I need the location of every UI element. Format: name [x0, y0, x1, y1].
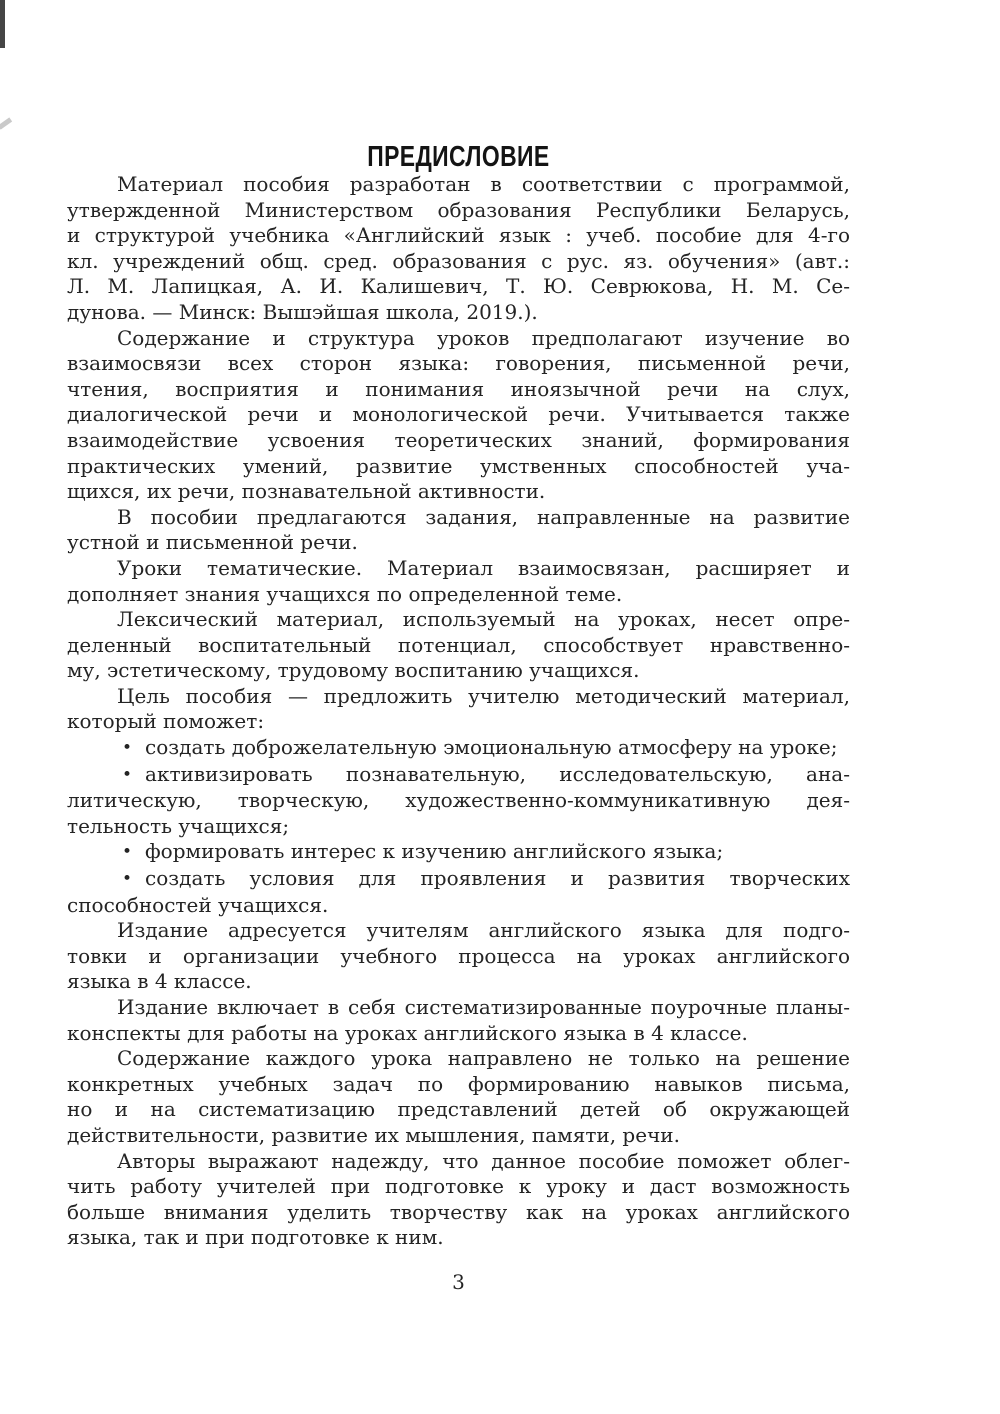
text-line: щихся, их речи, познавательной активности.: [67, 479, 546, 504]
text-line: который поможет:: [67, 709, 265, 734]
page-title: [67, 141, 850, 173]
text-line: конспекты для работы на уроках английского языка в 4 классе.: [67, 1020, 748, 1045]
text-line: Материал пособия разработан в соответствии с программой,: [117, 172, 850, 196]
text-line: языка, так и при подготовке к ним.: [67, 1225, 444, 1250]
text-line: кл. учреждений общ. сред. образования с рус. яз. обучения» (авт.:: [67, 248, 850, 273]
text-line: литическую, творческую, художественно-коммуникативную дея-: [67, 788, 850, 813]
page-number: 3: [452, 1270, 465, 1294]
bullet-icon: •: [122, 738, 133, 759]
text-line: диалогической речи и монологической речи. Учитывается также: [67, 402, 850, 427]
bullet-icon: •: [122, 842, 133, 863]
text-line: чить работу учителей при подготовке к уроку и даст возможность: [67, 1174, 850, 1199]
text-line: больше внимания уделить творчеству как на уроках английского: [67, 1199, 850, 1224]
text-line: Авторы выражают надежду, что данное пособие поможет облег-: [117, 1148, 850, 1173]
paragraph: [67, 1046, 850, 1148]
text-line: Издание включает в себя систематизированные поурочные планы-: [117, 995, 850, 1019]
text-line: [67, 839, 850, 866]
page-title-text: ПРЕДИСЛОВИЕ: [367, 141, 550, 174]
bullet-icon: •: [122, 869, 133, 890]
text-line: Издание адресуется учителям английского языка для подго-: [117, 918, 850, 943]
paragraph: [67, 1149, 850, 1251]
text-line: взаимосвязи всех сторон языка: говорения, письменной речи,: [67, 351, 850, 376]
paragraph: [67, 556, 850, 607]
scan-artifact-speck: [0, 117, 12, 129]
text-line: [67, 735, 850, 762]
bullet-item: [67, 866, 850, 918]
text-line: практических умений, развитие умственных способностей уча-: [67, 453, 850, 478]
text-line: В пособии предлагаются задания, направленные на развитие: [117, 504, 850, 529]
bullet-icon: •: [122, 764, 133, 785]
paragraph: [67, 607, 850, 684]
paragraph: [67, 995, 850, 1046]
paragraph: [67, 505, 850, 556]
text-line: конкретных учебных задач по формированию навыков письма,: [67, 1071, 850, 1096]
bullet-text: создать условия для проявления и развития творческих: [145, 866, 850, 891]
text-line: действительности, развитие их мышления, памяти, речи.: [67, 1122, 680, 1147]
text-line: товки и организации учебного процесса на уроках английского: [67, 943, 850, 968]
text-line: [67, 866, 850, 893]
text-line: Уроки тематические. Материал взаимосвязан, расширяет и: [117, 555, 850, 580]
scan-artifact-bar: [0, 0, 5, 48]
text-line: деленный воспитательный потенциал, способствует нравственно-: [67, 632, 850, 657]
bullet-item: [67, 735, 850, 762]
text-line: способностей учащихся.: [67, 892, 329, 917]
paragraph: [67, 172, 850, 326]
text-line: Содержание каждого урока направлено не только на решение: [117, 1046, 850, 1071]
text-line: Содержание и структура уроков предполагают изучение во: [117, 325, 850, 350]
text-line: тельность учащихся;: [67, 813, 290, 838]
text-line: [67, 762, 850, 789]
text-line: взаимодействие усвоения теоретических знаний, формирования: [67, 427, 850, 452]
bullet-text: формировать интерес к изучению английского языка;: [145, 839, 724, 864]
text-line: Л. М. Лапицкая, А. И. Калишевич, Т. Ю. Севрюкова, Н. М. Се-: [67, 274, 850, 299]
text-line: утвержденной Министерством образования Республики Беларусь,: [67, 197, 850, 222]
text-line: но и на систематизацию представлений детей об окружающей: [67, 1097, 850, 1122]
text-line: Цель пособия — предложить учителю методический материал,: [117, 683, 850, 708]
bullet-text: создать доброжелательную эмоциональную атмосферу на уроке;: [145, 735, 838, 760]
text-line: устной и письменной речи.: [67, 530, 358, 555]
text-line: дунова. — Минск: Вышэйшая школа, 2019.).: [67, 299, 538, 324]
paragraph: [67, 684, 850, 735]
bullet-text: активизировать познавательную, исследовательскую, ана-: [145, 761, 850, 786]
paragraph: [67, 326, 850, 505]
text-line: языка в 4 классе.: [67, 969, 252, 994]
text-line: Лексический материал, используемый на уроках, несет опре-: [117, 607, 850, 632]
paragraph: [67, 918, 850, 995]
text-line: дополняет знания учащихся по определенной теме.: [67, 581, 623, 606]
bullet-item: [67, 839, 850, 866]
text-line: чтения, восприятия и понимания иноязычной речи на слух,: [67, 376, 850, 401]
text-line: му, эстетическому, трудовому воспитанию учащихся.: [67, 658, 640, 683]
bullet-item: [67, 762, 850, 840]
body-text: [67, 172, 850, 1251]
text-line: и структурой учебника «Английский язык : учеб. пособие для 4-го: [67, 223, 850, 248]
